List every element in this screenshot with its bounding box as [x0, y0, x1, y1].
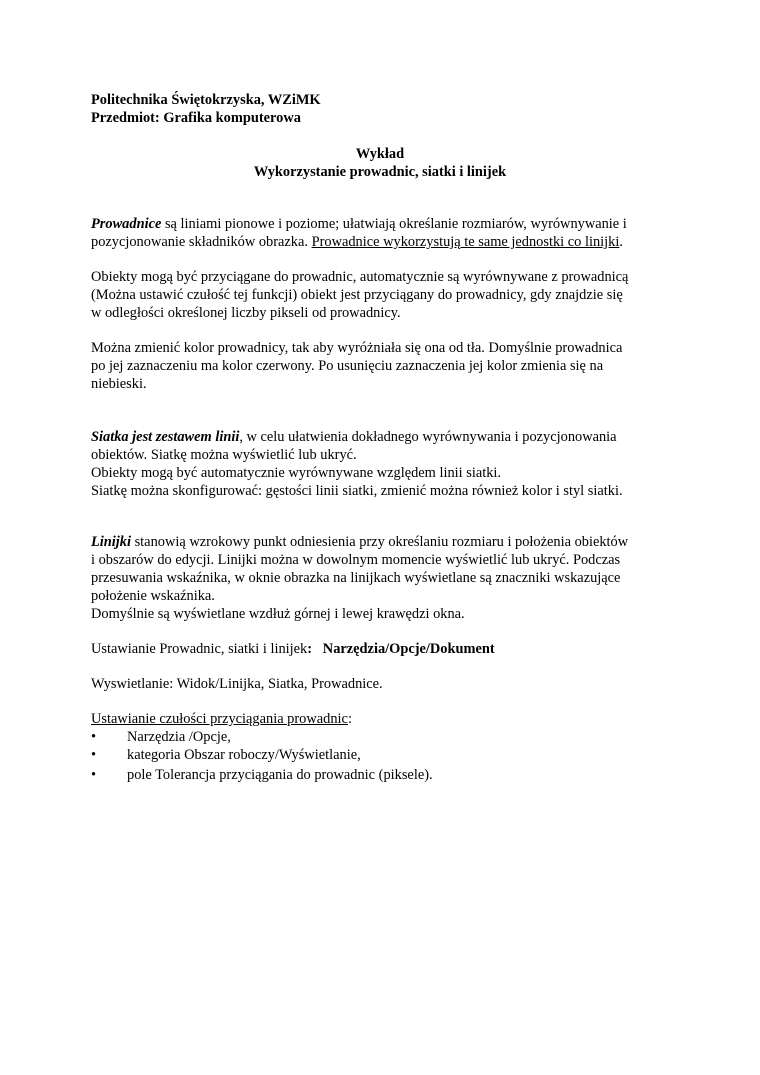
snap-heading-colon: : — [347, 711, 352, 727]
settings-label: Ustawianie Prowadnic, siatki i linijek — [91, 641, 308, 657]
lecture-label: Wykład — [355, 146, 405, 162]
settings-line — [91, 640, 495, 658]
color-paragraph-line-1: Można zmienić kolor prowadnicy, tak aby wyróżniała się ona od tła. Domyślnie prowadnica — [91, 340, 623, 356]
siatka-line-4: Siatkę można skonfigurować: gęstości linii siatki, zmienić można również kolor i styl siatki. — [91, 483, 623, 499]
subject-line: Przedmiot: Grafika komputerowa — [91, 110, 301, 126]
snap-heading: Ustawianie czułości przyciągania prowadnic — [91, 711, 348, 727]
linijki-line-5: Domyślnie są wyświetlane wzdłuż górnej i lewej krawędzi okna. — [91, 606, 465, 622]
settings-colon: : — [307, 641, 313, 657]
lecture-title: Wykorzystanie prowadnic, siatki i linijek — [253, 164, 507, 180]
prowadnice-units-note: Prowadnice wykorzystują te same jednostki co linijki — [311, 234, 620, 250]
linijki-term: Linijki — [91, 534, 131, 550]
bullet-icon: • — [91, 729, 97, 745]
linijki-line-4: położenie wskaźnika. — [91, 588, 215, 604]
prowadnice-line-2 — [91, 233, 623, 251]
color-paragraph-line-2: po jej zaznaczeniu ma kolor czerwony. Po usunięciu zaznaczenia jej kolor zmienia się na — [91, 358, 604, 374]
linijki-line-1-text: stanowią wzrokowy punkt odniesienia przy określaniu rozmiaru i położenia obiektów — [130, 534, 629, 550]
siatka-line-1 — [91, 428, 617, 446]
prowadnice-line-1-text: są liniami pionowe i poziome; ułatwiają określanie rozmiarów, wyrównywanie i — [161, 216, 627, 232]
linijki-line-3: przesuwania wskaźnika, w oknie obrazka na linijkach wyświetlane są znaczniki wskazujące — [91, 570, 621, 586]
list-item: Narzędzia /Opcje, — [127, 729, 231, 745]
snap-heading-line — [91, 710, 352, 728]
prowadnice-line-1 — [91, 215, 627, 233]
bullet-icon: • — [91, 767, 97, 783]
siatka-line-1-text: , w celu ułatwienia dokładnego wyrównywania i pozycjonowania — [239, 429, 617, 445]
prowadnice-term: Prowadnice — [91, 216, 162, 232]
display-line: Wyswietlanie: Widok/Linijka, Siatka, Prowadnice. — [91, 676, 383, 692]
snap-paragraph-line-3: w odległości określonej liczby pikseli od prowadnicy. — [91, 305, 401, 321]
linijki-line-2: i obszarów do edycji. Linijki można w dowolnym momencie wyświetlić lub ukryć. Podczas — [91, 552, 621, 568]
settings-menu-path: Narzędzia/Opcje/Dokument — [312, 641, 495, 657]
siatka-term: Siatka jest zestawem linii — [91, 429, 240, 445]
siatka-line-2: obiektów. Siatkę można wyświetlić lub ukryć. — [91, 447, 357, 463]
list-item: kategoria Obszar roboczy/Wyświetlanie, — [127, 747, 361, 763]
color-paragraph-line-3: niebieski. — [91, 376, 147, 392]
list-item: pole Tolerancja przyciągania do prowadnic (piksele). — [127, 767, 433, 783]
snap-paragraph-line-2: (Można ustawić czułość tej funkcji) obiekt jest przyciągany do prowadnicy, gdy znajdzie się — [91, 287, 623, 303]
linijki-line-1 — [91, 533, 628, 551]
snap-paragraph-line-1: Obiekty mogą być przyciągane do prowadnic, automatycznie są wyrównywane z prowadnicą — [91, 269, 629, 285]
bullet-icon: • — [91, 747, 97, 763]
siatka-line-3: Obiekty mogą być automatycznie wyrównywane względem linii siatki. — [91, 465, 502, 481]
prowadnice-line-2-text: pozycjonowanie składników obrazka. — [91, 234, 312, 250]
prowadnice-line-2-end: . — [619, 234, 623, 250]
institution-line: Politechnika Świętokrzyska, WZiMK — [91, 92, 321, 108]
